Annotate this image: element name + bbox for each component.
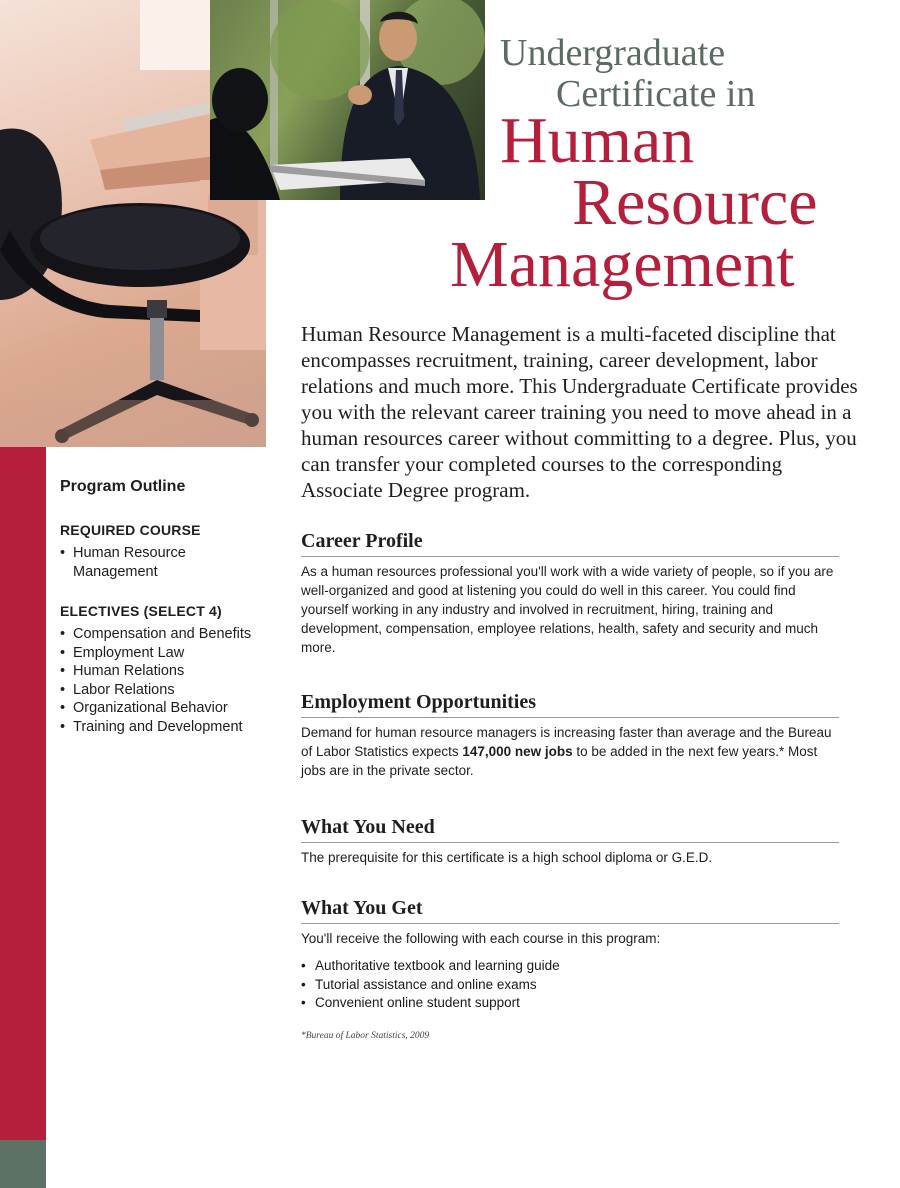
list-item: • Training and Development — [60, 718, 270, 737]
electives-list — [60, 625, 270, 736]
program-outline — [60, 478, 270, 758]
what-you-get-heading: What You Get — [301, 897, 839, 924]
interview-illustration — [210, 0, 485, 200]
employment-text-start: Demand for human resource managers is increasing faster than average and the Bureau of Labor Statistics expects — [301, 725, 832, 759]
list-item: • Tutorial assistance and online exams — [301, 976, 839, 995]
list-item: • Human Relations — [60, 662, 270, 681]
title-line-management: Management — [450, 228, 795, 301]
intro-paragraph: Human Resource Management is a multi-faceted discipline that encompasses recruitment, training, career development, labor relations and much more. This Undergraduate Certificate provides you with the relevant career training you need to move ahead in a human resources career without committing to a degree. Plus, you can transfer your completed courses to the corresponding Associate Degree program. — [301, 322, 858, 502]
list-item: • Labor Relations — [60, 681, 270, 700]
title-line-certificate: Certificate in — [556, 73, 756, 115]
what-you-get-list — [301, 957, 839, 1013]
employment-section — [301, 691, 839, 780]
title-line-resource: Resource — [572, 166, 818, 239]
list-item: • Authoritative textbook and learning guide — [301, 957, 839, 976]
what-you-need-heading: What You Need — [301, 816, 839, 843]
list-item: • Human Resource Management — [60, 544, 270, 581]
electives-heading: ELECTIVES (SELECT 4) — [60, 603, 222, 619]
employment-body — [301, 723, 839, 780]
what-you-get-body: You'll receive the following with each course in this program: — [301, 931, 661, 946]
required-course-list — [60, 544, 270, 581]
required-course-heading: REQUIRED COURSE — [60, 522, 201, 538]
employment-heading: Employment Opportunities — [301, 691, 839, 718]
career-profile-section — [301, 530, 839, 657]
list-item: • Organizational Behavior — [60, 699, 270, 718]
career-profile-heading: Career Profile — [301, 530, 839, 557]
footnote: *Bureau of Labor Statistics, 2009 — [301, 1031, 430, 1041]
employment-text-end: to be added in the next few years.* Most jobs are in the private sector. — [301, 744, 818, 778]
accent-side-bar — [0, 447, 46, 1140]
career-profile-body: As a human resources professional you'll work with a wide variety of people, so if you are well-organized and good at listening you could do well in this career. You could find yourself working in any industry and involved in recruitment, hiring, training and development, compensation, employee relations, health, safety and security and much more. — [301, 564, 834, 655]
list-item: • Employment Law — [60, 644, 270, 663]
list-item: • Convenient online student support — [301, 994, 839, 1013]
title-line-human: Human — [500, 104, 695, 177]
title-line-undergraduate: Undergraduate — [500, 32, 726, 74]
program-outline-title: Program Outline — [60, 478, 186, 495]
footer-color-block — [0, 1140, 46, 1188]
what-you-need-body: The prerequisite for this certificate is a high school diploma or G.E.D. — [301, 850, 713, 865]
employment-jobs-figure: 147,000 new jobs — [462, 744, 573, 759]
interview-photo — [210, 0, 485, 200]
what-you-get-section — [301, 897, 839, 1013]
what-you-need-section — [301, 816, 839, 867]
list-item: • Compensation and Benefits — [60, 625, 270, 644]
